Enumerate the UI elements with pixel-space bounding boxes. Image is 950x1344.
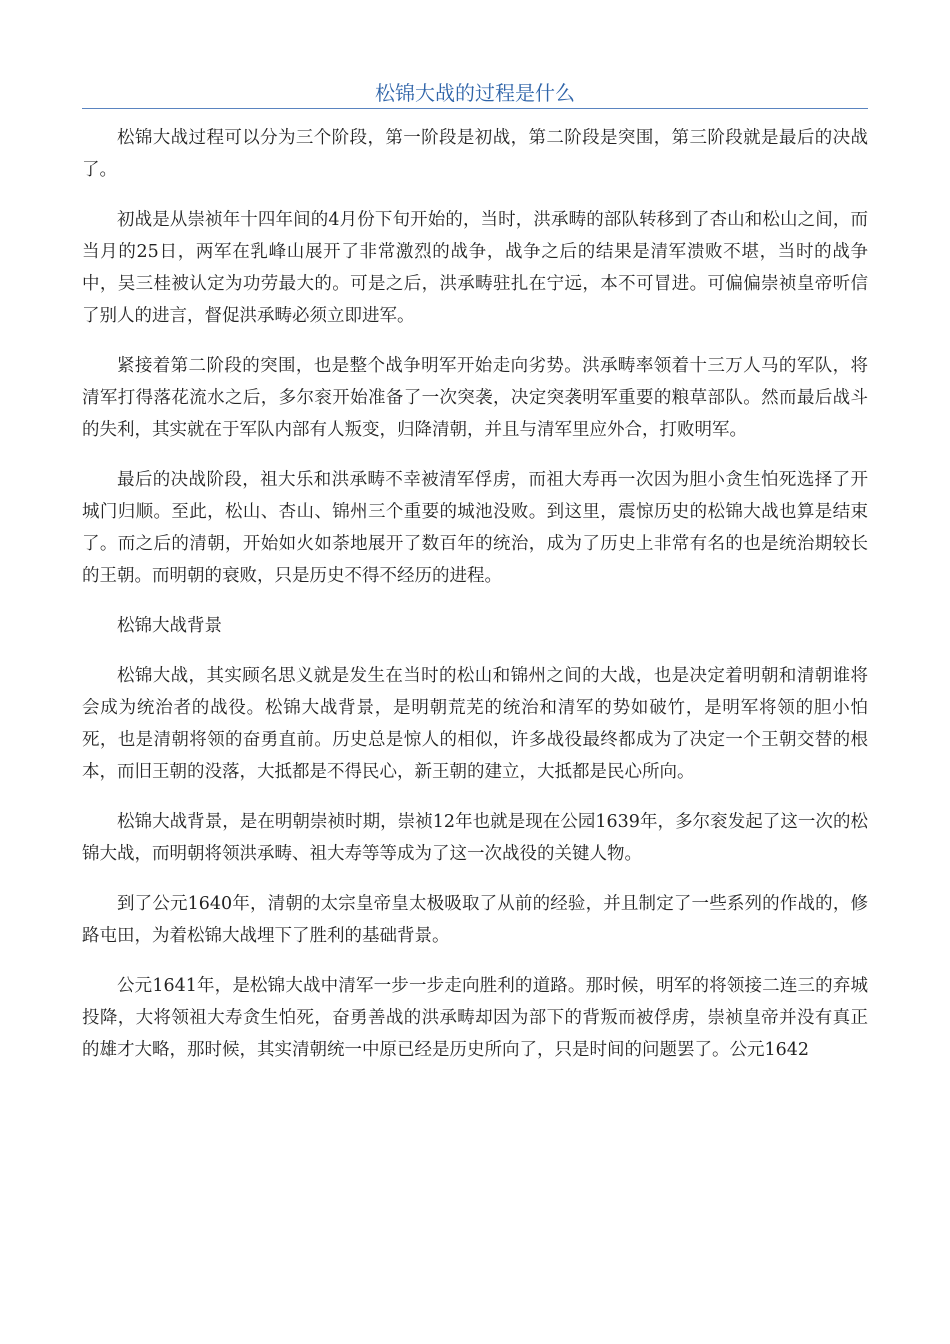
paragraph-background-1640: 到了公元1640年，清朝的太宗皇帝皇太极吸取了从前的经验，并且制定了一些系列的作战的，修路屯田，为着松锦大战埋下了胜利的基础背景。 [82,894,868,946]
paragraph-second-stage: 紧接着第二阶段的突围，也是整个战争明军开始走向劣势。洪承畴率领着十三万人马的军队，将清军打得落花流水之后，多尔衮开始准备了一次突袭，决定突袭明军重要的粮草部队。然而最后战斗的失利，其实就在于军队内部有人叛变，归降清朝，并且与清军里应外合，打败明军。 [82,356,868,440]
paragraph-intro: 松锦大战过程可以分为三个阶段，第一阶段是初战，第二阶段是突围，第三阶段就是最后的决战了。 [82,128,868,180]
paragraph-background-1639: 松锦大战背景，是在明朝崇祯时期，崇祯12年也就是现在公园1639年，多尔衮发起了这一次的松锦大战，而明朝将领洪承畴、祖大寿等等成为了这一次战役的关键人物。 [82,812,868,864]
paragraph-background-1641: 公元1641年，是松锦大战中清军一步一步走向胜利的道路。那时候，明军的将领接二连三的弃城投降，大将领祖大寿贪生怕死，奋勇善战的洪承畴却因为部下的背叛而被俘虏，崇祯皇帝并没有真正的雄才大略，那时候，其实清朝统一中原已经是历史所向了，只是时间的问题罢了。公元1642 [82,976,868,1060]
document-body [82,122,868,1084]
title-divider [82,108,868,109]
paragraph-final-stage: 最后的决战阶段，祖大乐和洪承畴不幸被清军俘虏，而祖大寿再一次因为胆小贪生怕死选择了开城门归顺。至此，松山、杏山、锦州三个重要的城池没败。到这里，震惊历史的松锦大战也算是结束了。而之后的清朝，开始如火如荼地展开了数百年的统治，成为了历史上非常有名的也是统治期较长的王朝。而明朝的衰败，只是历史不得不经历的进程。 [82,470,868,586]
paragraph-background-overview: 松锦大战，其实顾名思义就是发生在当时的松山和锦州之间的大战，也是决定着明朝和清朝谁将会成为统治者的战役。松锦大战背景，是明朝荒芜的统治和清军的势如破竹，是明军将领的胆小怕死，也是清朝将领的奋勇直前。历史总是惊人的相似，许多战役最终都成为了决定一个王朝交替的根本，而旧王朝的没落，大抵都是不得民心，新王朝的建立，大抵都是民心所向。 [82,666,868,782]
document-title: 松锦大战的过程是什么 [375,81,575,105]
paragraph-first-stage: 初战是从崇祯年十四年间的4月份下旬开始的，当时，洪承畴的部队转移到了杏山和松山之间，而当月的25日，两军在乳峰山展开了非常激烈的战争，战争之后的结果是清军溃败不堪，当时的战争中，吴三桂被认定为功劳最大的。可是之后，洪承畴驻扎在宁远，本不可冒进。可偏偏崇祯皇帝听信了别人的进言，督促洪承畴必须立即进军。 [82,210,868,326]
section-heading-background: 松锦大战背景 [117,616,222,636]
